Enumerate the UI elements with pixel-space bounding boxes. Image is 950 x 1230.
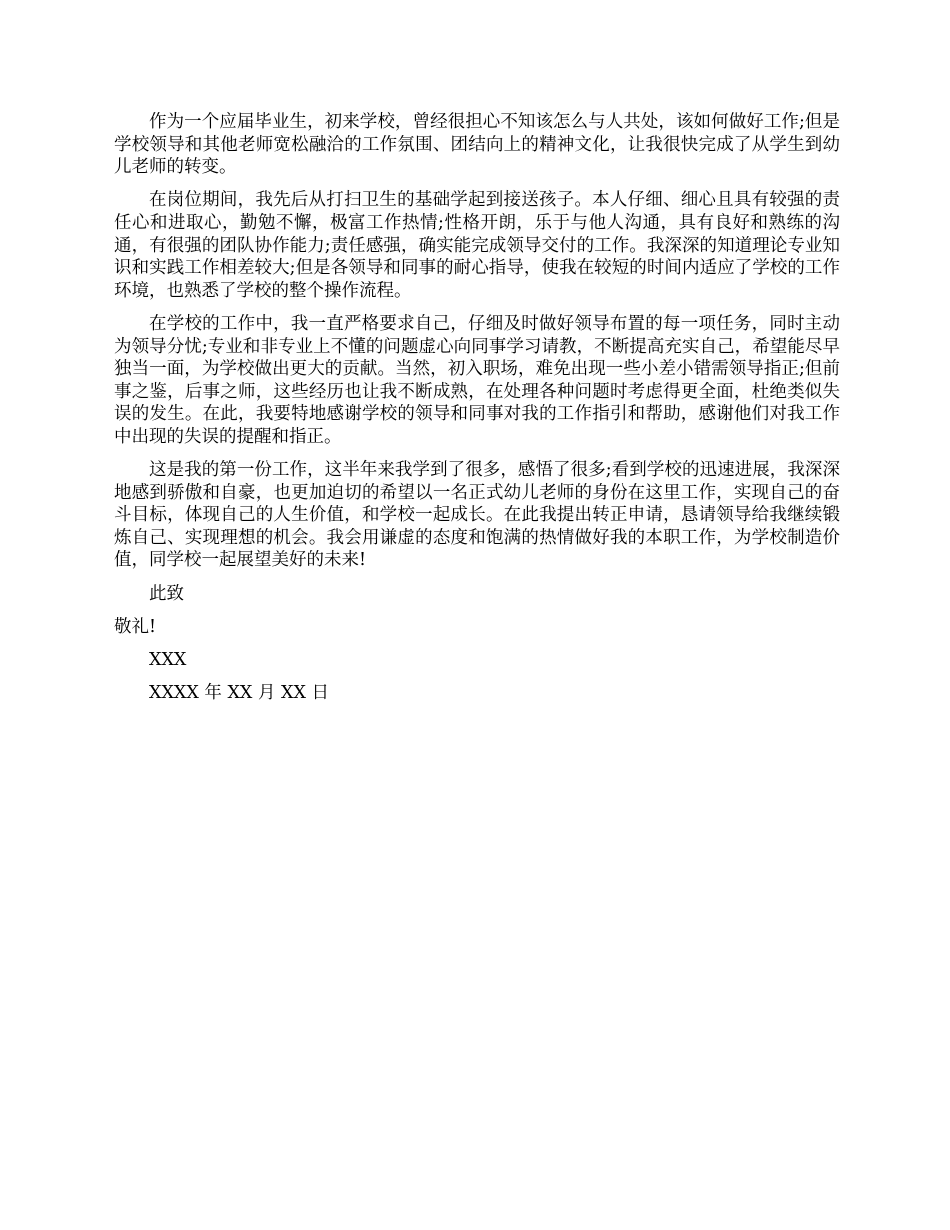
letter-date: XXXX 年 XX 月 XX 日 xyxy=(149,683,329,704)
letter-body xyxy=(114,111,840,715)
paragraph-1: 作为一个应届毕业生，初来学校，曾经很担心不知该怎么与人共处，该如何做好工作;但是学校领导和其他老师宽松融洽的工作氛围、团结向上的精神文化，让我很快完成了从学生到幼儿老师的转变。 xyxy=(114,112,840,178)
paragraph-4: 这是我的第一份工作，这半年来我学到了很多，感悟了很多;看到学校的迅速进展，我深深地感到骄傲和自豪，也更加迫切的希望以一名正式幼儿老师的身份在这里工作，实现自己的奋斗目标，体现自己的人生价值，和学校一起成长。在此我提出转正申请，恳请领导给我继续锻炼自己、实现理想的机会。我会用谦虚的态度和饱满的热情做好我的本职工作，为学校制造价值，同学校一起展望美好的未来! xyxy=(114,460,840,571)
salutation: 敬礼! xyxy=(114,616,157,637)
paragraph-3: 在学校的工作中，我一直严格要求自己，仔细及时做好领导布置的每一项任务，同时主动为领导分忧;专业和非专业上不懂的问题虚心向同事学习请教，不断提高充实自己，希望能尽早独当一面，为学校做出更大的贡献。当然，初入职场，难免出现一些小差小错需领导指正;但前事之鉴，后事之师，这些经历也让我不断成熟，在处理各种问题时考虑得更全面，杜绝类似失误的发生。在此，我要特地感谢学校的领导和同事对我的工作指引和帮助，感谢他们对我工作中出现的失误的提醒和指正。 xyxy=(114,313,840,447)
signature: XXX xyxy=(149,650,187,671)
closing-phrase: 此致 xyxy=(149,583,184,604)
paragraph-2: 在岗位期间，我先后从打扫卫生的基础学起到接送孩子。本人仔细、细心且具有较强的责任心和进取心，勤勉不懈，极富工作热情;性格开朗，乐于与他人沟通，具有良好和熟练的沟通，有很强的团队协作能力;责任感强，确实能完成领导交付的工作。我深深的知道理论专业知识和实践工作相差较大;但是各领导和同事的耐心指导，使我在较短的时间内适应了学校的工作环境，也熟悉了学校的整个操作流程。 xyxy=(114,190,840,301)
